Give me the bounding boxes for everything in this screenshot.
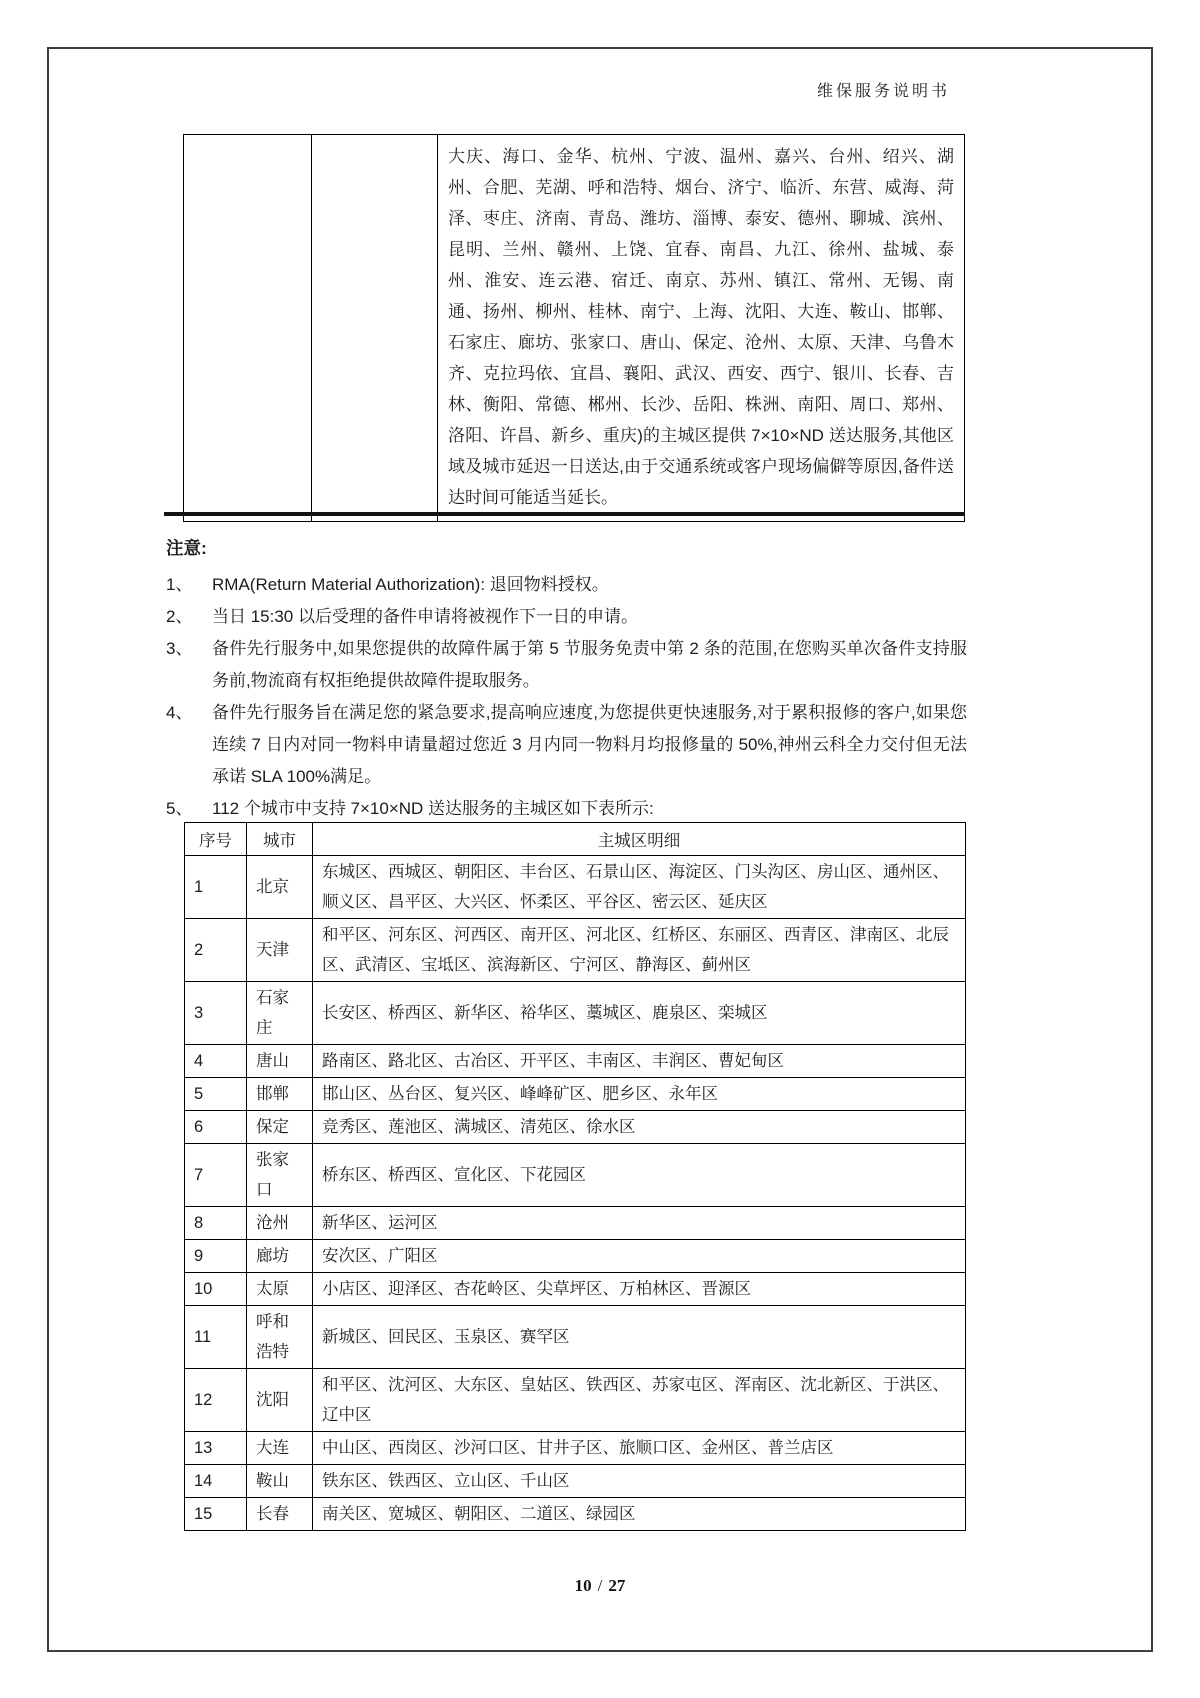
table-header-row [185, 823, 966, 856]
districts-cell: 长安区、桥西区、新华区、裕华区、藁城区、鹿泉区、栾城区 [313, 982, 966, 1045]
table-row [185, 1078, 966, 1111]
header-seq: 序号 [185, 823, 247, 856]
table-row [185, 1465, 966, 1498]
note-item [166, 601, 967, 633]
city-cell: 唐山 [247, 1045, 313, 1078]
empty-cell-2 [312, 135, 438, 522]
table-row [185, 856, 966, 919]
table-row [185, 1144, 966, 1207]
page-footer [0, 1576, 1200, 1596]
city-cell: 鞍山 [247, 1465, 313, 1498]
header-title: 维保服务说明书 [816, 83, 950, 100]
page-number-current: 10 [574, 1576, 592, 1595]
seq-cell: 6 [185, 1111, 247, 1144]
districts-cell: 竞秀区、莲池区、满城区、清苑区、徐水区 [313, 1111, 966, 1144]
districts-cell: 邯山区、丛台区、复兴区、峰峰矿区、肥乡区、永年区 [313, 1078, 966, 1111]
note-text: RMA(Return Material Authorization): 退回物料授权。 [212, 575, 609, 594]
seq-cell: 4 [185, 1045, 247, 1078]
city-cell: 廊坊 [247, 1240, 313, 1273]
city-cell: 保定 [247, 1111, 313, 1144]
table-row [185, 1045, 966, 1078]
table-row [185, 982, 966, 1045]
districts-cell: 铁东区、铁西区、立山区、千山区 [313, 1465, 966, 1498]
city-cell: 北京 [247, 856, 313, 919]
continuation-table [183, 134, 965, 522]
section-divider-rule [164, 512, 965, 516]
city-cell: 大连 [247, 1432, 313, 1465]
table-row [185, 1273, 966, 1306]
delivery-cities-text: 大庆、海口、金华、杭州、宁波、温州、嘉兴、台州、绍兴、湖州、合肥、芜湖、呼和浩特、烟台、济宁、临沂、东营、威海、菏泽、枣庄、济南、青岛、潍坊、淄博、泰安、德州、聊城、滨州、昆明、兰州、赣州、上饶、宜春、南昌、九江、徐州、盐城、泰州、淮安、连云港、宿迁、南京、苏州、镇江、常州、无锡、南通、扬州、柳州、桂林、南宁、上海、沈阳、大连、鞍山、邯郸、石家庄、廊坊、张家口、唐山、保定、沧州、太原、天津、乌鲁木齐、克拉玛依、宜昌、襄阳、武汉、西安、西宁、银川、长春、吉林、衡阳、常德、郴州、长沙、岳阳、株洲、南阳、周口、郑州、洛阳、许昌、新乡、重庆)的主城区提供 7×10×ND 送达服务,其他区域及城市延迟一日送达,由于交通系统或客户现场偏僻等原因,备件送达时间可能适当延长。 [448, 147, 954, 507]
city-cell: 沈阳 [247, 1369, 313, 1432]
note-text: 备件先行服务中,如果您提供的故障件属于第 5 节服务免责中第 2 条的范围,在您购买单次备件支持服务前,物流商有权拒绝提供故障件提取服务。 [212, 639, 967, 690]
note-number: 1、 [166, 575, 193, 594]
seq-cell: 7 [185, 1144, 247, 1207]
note-text: 当日 15:30 以后受理的备件申请将被视作下一日的申请。 [212, 607, 638, 626]
seq-cell: 12 [185, 1369, 247, 1432]
city-cell: 太原 [247, 1273, 313, 1306]
page-number-separator: / [597, 1576, 603, 1595]
table-row [185, 1111, 966, 1144]
seq-cell: 8 [185, 1207, 247, 1240]
city-cell: 沧州 [247, 1207, 313, 1240]
city-cell: 天津 [247, 919, 313, 982]
header-districts: 主城区明细 [313, 823, 966, 856]
header-city: 城市 [247, 823, 313, 856]
table-row [185, 919, 966, 982]
table-row [185, 1369, 966, 1432]
note-item [166, 633, 967, 697]
note-text: 备件先行服务旨在满足您的紧急要求,提高响应速度,为您提供更快速服务,对于累积报修的客户,如果您连续 7 日内对同一物料申请量超过您近 3 月内同一物料月均报修量的 50%,神州云科全力交付但无法承诺 SLA 100%满足。 [212, 703, 967, 786]
notes-heading: 注意: [166, 538, 207, 558]
city-cell: 石家庄 [247, 982, 313, 1045]
seq-cell: 9 [185, 1240, 247, 1273]
districts-cell: 和平区、沈河区、大东区、皇姑区、铁西区、苏家屯区、浑南区、沈北新区、于洪区、辽中区 [313, 1369, 966, 1432]
city-districts-table [184, 822, 966, 1531]
table-row [185, 1498, 966, 1531]
seq-cell: 10 [185, 1273, 247, 1306]
districts-cell: 南关区、宽城区、朝阳区、二道区、绿园区 [313, 1498, 966, 1531]
seq-cell: 1 [185, 856, 247, 919]
districts-cell: 路南区、路北区、古冶区、开平区、丰南区、丰润区、曹妃甸区 [313, 1045, 966, 1078]
districts-cell: 安次区、广阳区 [313, 1240, 966, 1273]
notes-section [166, 532, 967, 825]
city-cell: 张家口 [247, 1144, 313, 1207]
districts-cell: 小店区、迎泽区、杏花岭区、尖草坪区、万柏林区、晋源区 [313, 1273, 966, 1306]
page-number-total: 27 [608, 1576, 626, 1595]
districts-cell: 中山区、西岗区、沙河口区、甘井子区、旅顺口区、金州区、普兰店区 [313, 1432, 966, 1465]
note-text: 112 个城市中支持 7×10×ND 送达服务的主城区如下表所示: [212, 799, 654, 818]
note-item [166, 569, 967, 601]
seq-cell: 13 [185, 1432, 247, 1465]
table-row [185, 1432, 966, 1465]
seq-cell: 5 [185, 1078, 247, 1111]
districts-cell: 新华区、运河区 [313, 1207, 966, 1240]
districts-cell: 新城区、回民区、玉泉区、赛罕区 [313, 1306, 966, 1369]
seq-cell: 2 [185, 919, 247, 982]
note-number: 2、 [166, 607, 193, 626]
city-cell: 长春 [247, 1498, 313, 1531]
districts-cell: 和平区、河东区、河西区、南开区、河北区、红桥区、东丽区、西青区、津南区、北辰区、武清区、宝坻区、滨海新区、宁河区、静海区、蓟州区 [313, 919, 966, 982]
note-number: 3、 [166, 639, 193, 658]
note-number: 5、 [166, 799, 193, 818]
empty-cell-1 [184, 135, 312, 522]
city-cell: 邯郸 [247, 1078, 313, 1111]
delivery-cities-cell [438, 135, 965, 522]
note-item [166, 697, 967, 793]
seq-cell: 3 [185, 982, 247, 1045]
districts-cell: 桥东区、桥西区、宣化区、下花园区 [313, 1144, 966, 1207]
note-item [166, 793, 967, 825]
table-row [185, 1240, 966, 1273]
seq-cell: 15 [185, 1498, 247, 1531]
districts-cell: 东城区、西城区、朝阳区、丰台区、石景山区、海淀区、门头沟区、房山区、通州区、顺义区、昌平区、大兴区、怀柔区、平谷区、密云区、延庆区 [313, 856, 966, 919]
table-row [185, 1207, 966, 1240]
table-row [184, 135, 965, 522]
seq-cell: 11 [185, 1306, 247, 1369]
note-number: 4、 [166, 703, 193, 722]
table-row [185, 1306, 966, 1369]
city-cell: 呼和浩特 [247, 1306, 313, 1369]
seq-cell: 14 [185, 1465, 247, 1498]
